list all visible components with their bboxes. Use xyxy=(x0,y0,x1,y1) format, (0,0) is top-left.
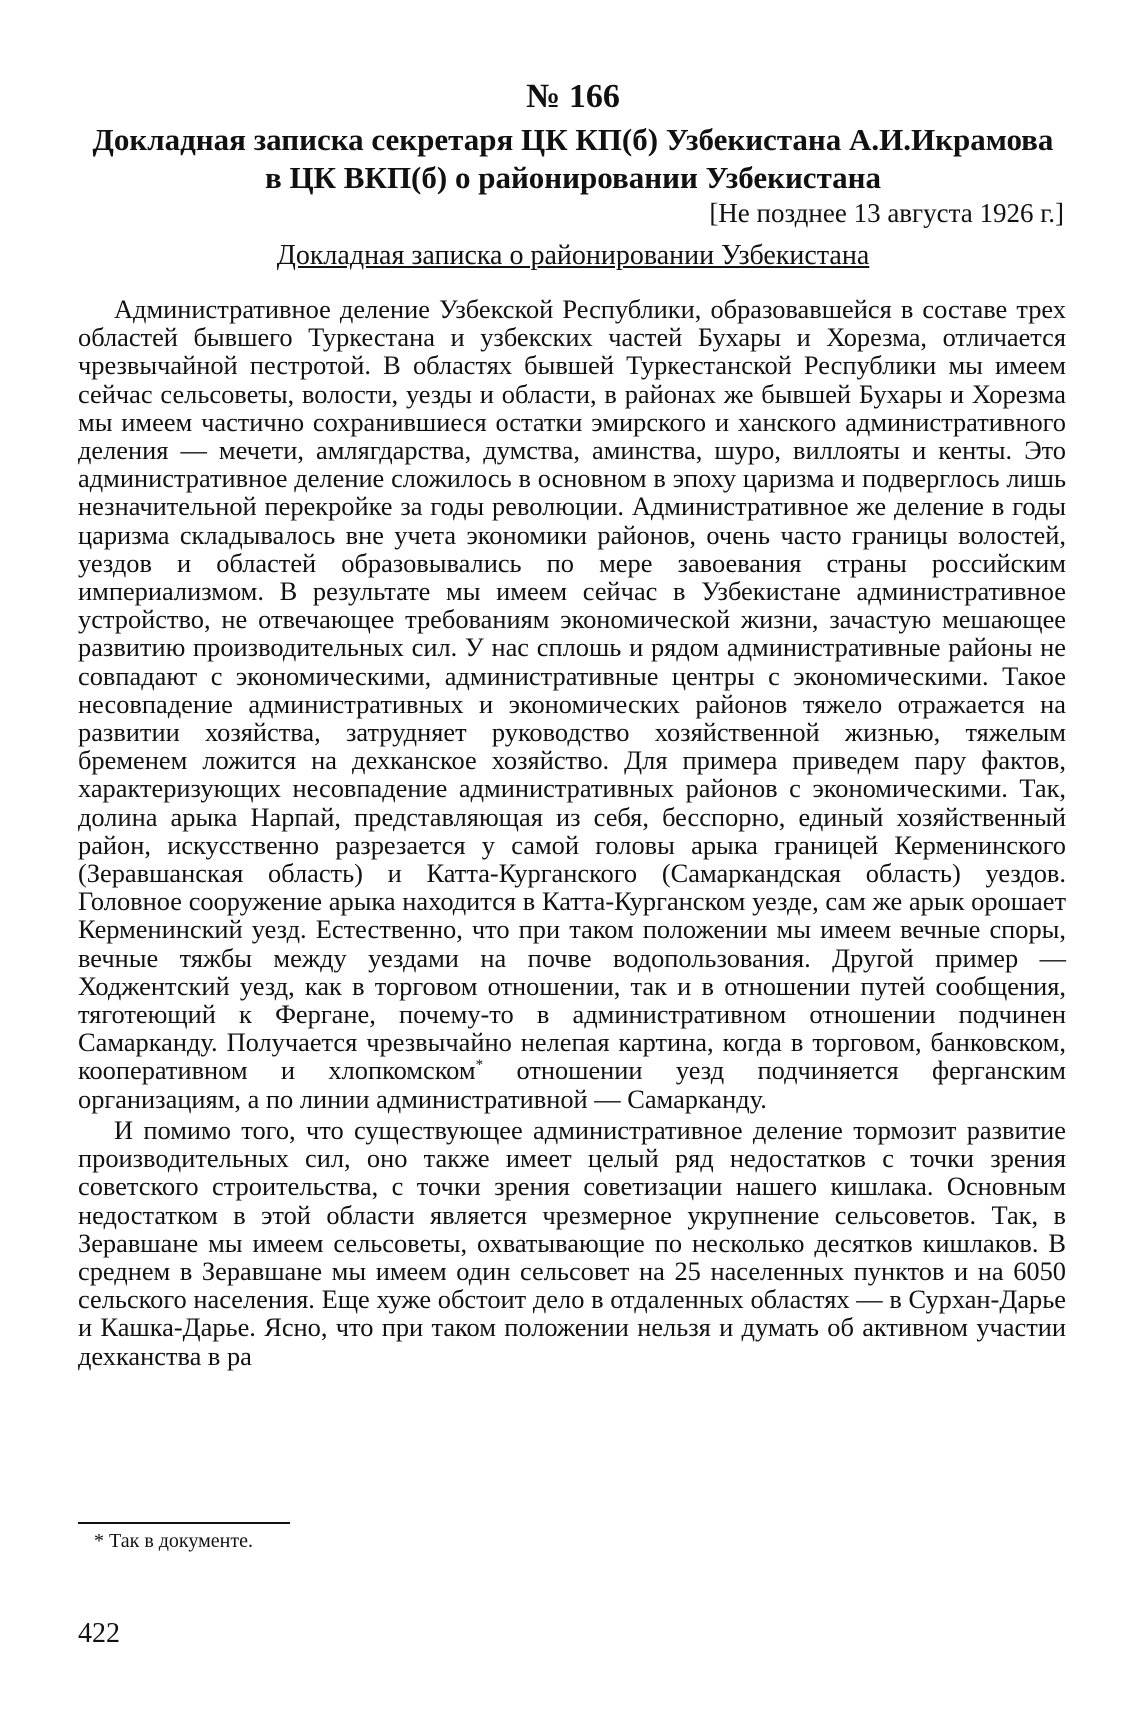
page-number: 422 xyxy=(78,1618,120,1649)
document-date: [Не позднее 13 августа 1926 г.] xyxy=(709,198,1064,228)
document-title-line-2: в ЦК ВКП(б) о районировании Узбекистана xyxy=(264,160,882,195)
paragraph-1-text-end: отношении уезд подчиняется ферганским организациям, а по линии административной — Самарканду. xyxy=(78,1055,1067,1114)
paragraph-2: И помимо того, что существующее административное деление тормозит развитие производительных сил, оно также имеет целый ряд недостатков с точки зрения советского строительства, с точки зрения советизации нашего кишлака. Основным недостатком в этой области является чрезмерное укрупнение сельсоветов. Так, в Зеравшане мы имеем сельсоветы, охватывающие по несколько десятков кишлаков. В среднем в Зеравшане мы имеем один сельсовет на 25 населенных пунктов и на 6050 сельского населения. Еще хуже обстоит дело в отдаленных областях — в Сурхан-Дарье и Кашка-Дарье. Ясно, что при таком положении нельзя и думать об активном участии дехканства в ра xyxy=(78,1114,1066,1371)
document-number: № 166 xyxy=(526,78,620,115)
document-title-line-1: Докладная записка секретаря ЦК КП(б) Узбекистана А.И.Икрамова xyxy=(92,122,1054,157)
footnote-divider xyxy=(78,1522,290,1524)
document-subtitle: Докладная записка о районировании Узбекистана xyxy=(276,240,870,271)
document-body xyxy=(78,295,1066,1370)
paragraph-1-text: Административное деление Узбекской Республики, образовавшейся в составе трех областей бывшего Туркестана и узбекских частей Бухары и Хорезма, отличается чрезвычайной пестротой. В областях бывшей Туркестанской Республики мы имеем сейчас сельсоветы, волости, уезды и области, в районах же бывшей Бухары и Хорезма мы имеем частично сохранившиеся остатки эмирского и ханского административного деления — мечети, амлягдарства, думства, аминства, шуро, виллояты и кенты. Это административное деление сложилось в основном в эпоху царизма и подверглось лишь незначительной перекройке за годы революции. Административное же деление в годы царизма складывалось вне учета экономики районов, очень часто границы волостей, уездов и областей образовывались по мере завоевания страны российским империализмом. В результате мы имеем сейчас в Узбекистане административное устройство, не отвечающее требованиям экономической жизни, зачастую мешающее развитию производительных сил. У нас сплошь и рядом административные районы не совпадают с экономическими, административные центры с экономическими. Такое несовпадение административных и экономических районов тяжело отражается на развитии хозяйства, затрудняет руководство хозяйственной жизнью, тяжелым бременем ложится на дехканское хозяйство. Для примера приведем пару фактов, характеризующих несовпадение административных районов с экономическими. Так, долина арыка Нарпай, представляющая из себя, бесспорно, единый хозяйственный район, искусственно разрезается у самой головы арыка границей Керменинского (Зеравшанская область) и Катта-Курганского (Самаркандская область) уездов. Головное сооружение арыка находится в Катта-Курганском уезде, сам же арык орошает Керменинский уезд. Естественно, что при таком положении мы имеем вечные споры, вечные тяжбы между уездами на почве водопользования. Другой пример — Ходжентский уезд, как в торговом отношении, так и в отношении путей сообщения, тяготеющий к Фергане, почему-то в административном отношении подчинен Самарканду. Получается чрезвычайно нелепая картина, когда в торговом, банковском, кооперативном и хлопкомском xyxy=(78,294,1066,1086)
footnote: * Так в документе. xyxy=(94,1530,253,1552)
paragraph-1 xyxy=(78,295,1066,1113)
footnote-mark: * xyxy=(475,1057,484,1074)
